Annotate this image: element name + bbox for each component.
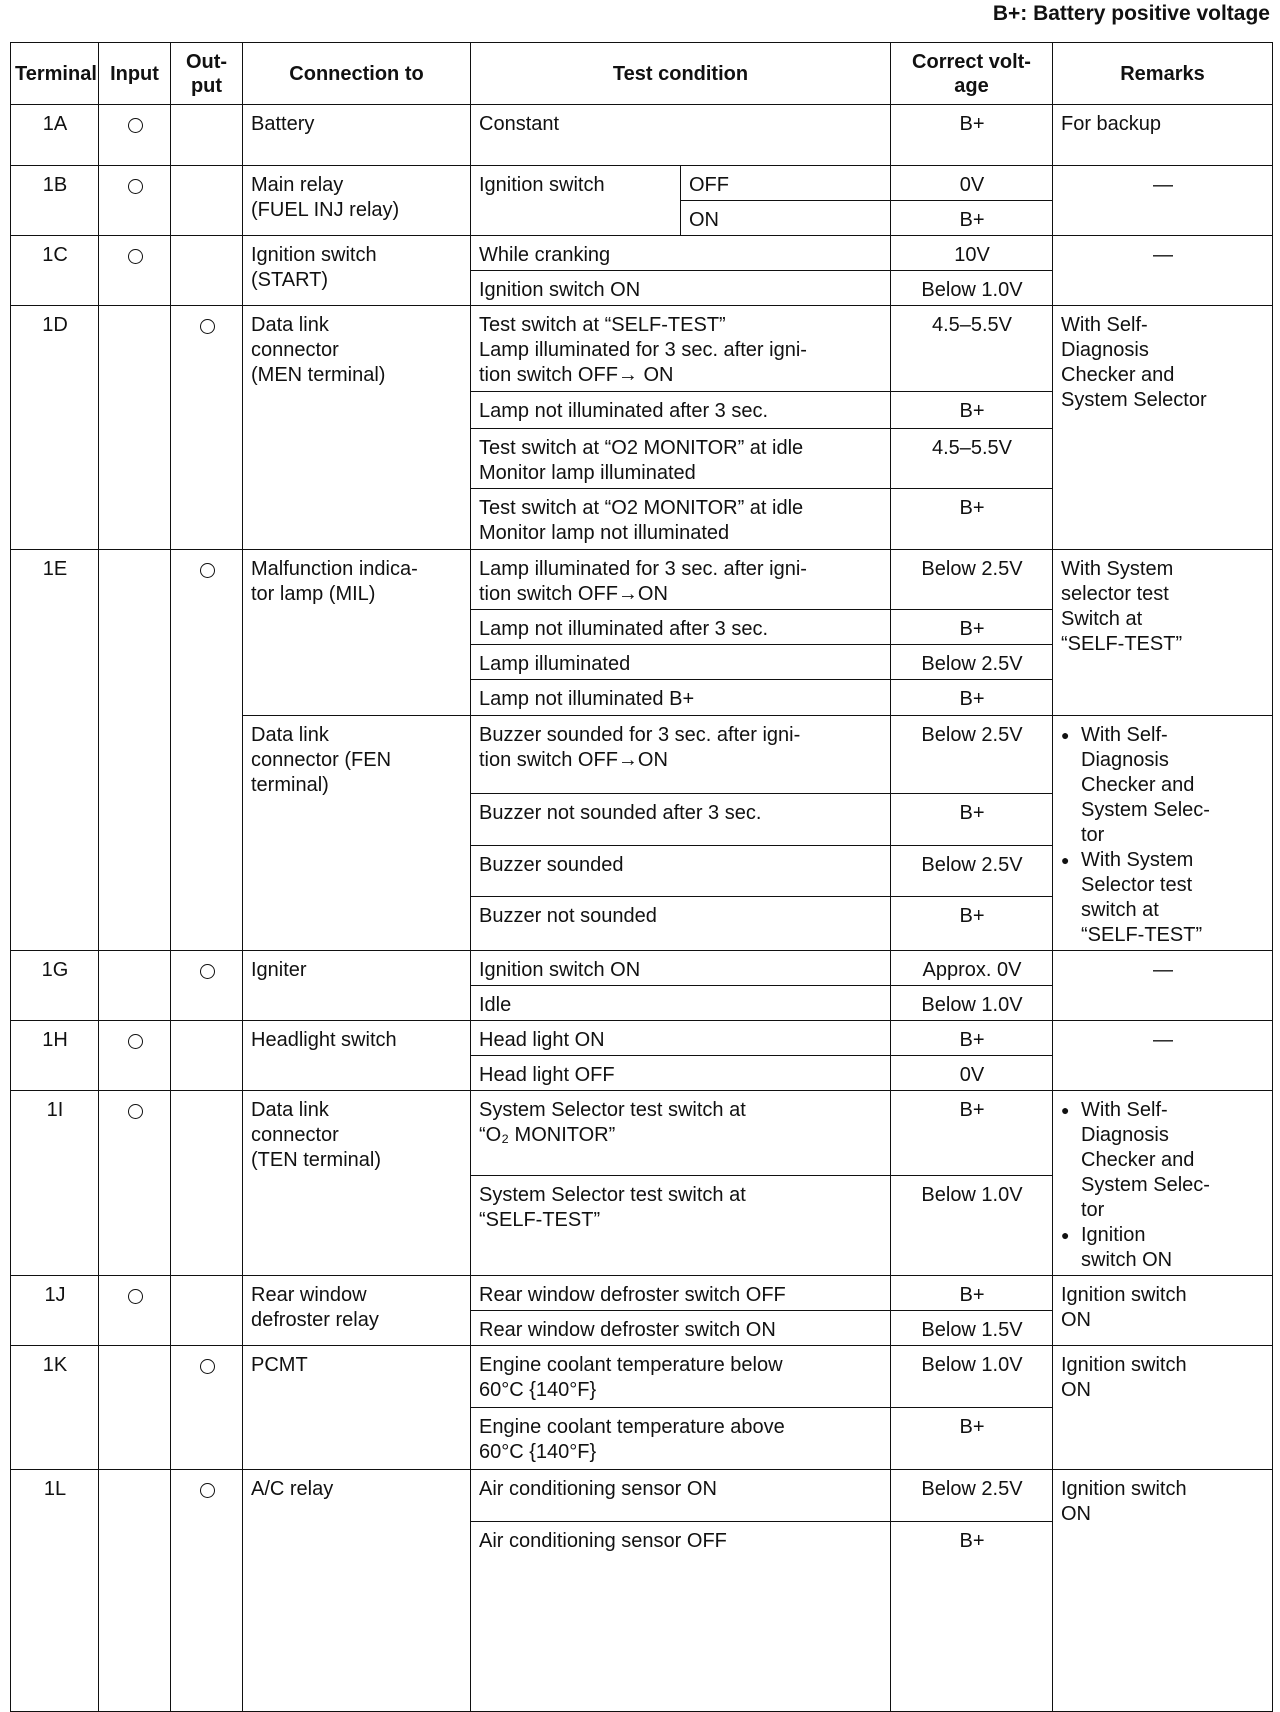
voltage-cell: B+ xyxy=(891,392,1053,429)
test-condition-cell: Rear window defroster switch ON xyxy=(471,1311,891,1346)
input-cell xyxy=(99,1346,171,1470)
voltage-cell: B+ xyxy=(891,1021,1053,1056)
remarks-cell: Ignition switch ON xyxy=(1053,1346,1273,1470)
connection-cell: Igniter xyxy=(243,951,471,1021)
connection-cell: Data link connector (TEN terminal) xyxy=(243,1091,471,1276)
table-row-1d xyxy=(11,306,1273,392)
terminal-cell: 1E xyxy=(11,550,99,951)
voltage-cell: B+ xyxy=(891,1276,1053,1311)
output-cell xyxy=(171,1091,243,1276)
table-row-1l xyxy=(11,1470,1273,1522)
table-row-1b xyxy=(11,166,1273,201)
input-cell xyxy=(99,550,171,951)
voltage-cell: Below 1.0V xyxy=(891,271,1053,306)
voltage-cell: B+ xyxy=(891,610,1053,645)
remark-bullet: ● Ignition switch ON xyxy=(1081,1223,1265,1273)
terminal-cell: 1D xyxy=(11,306,99,550)
terminal-cell: 1I xyxy=(11,1091,99,1276)
test-state-cell: ON xyxy=(681,201,891,236)
output-cell xyxy=(171,1276,243,1346)
voltage-cell: 0V xyxy=(891,1056,1053,1091)
test-condition-cell: Air conditioning sensor OFF xyxy=(471,1522,891,1712)
output-cell xyxy=(171,1470,243,1712)
test-condition-cell: Air conditioning sensor ON xyxy=(471,1470,891,1522)
test-condition-cell: Test switch at “O2 MONITOR” at idle Monitor lamp not illuminated xyxy=(471,489,891,550)
test-condition-cell: Engine coolant temperature below 60°C {140°F} xyxy=(471,1346,891,1408)
voltage-cell: B+ xyxy=(891,1091,1053,1176)
connection-cell: Data link connector (MEN terminal) xyxy=(243,306,471,550)
circle-mark-icon xyxy=(128,1289,143,1304)
voltage-cell: Below 2.5V xyxy=(891,845,1053,897)
voltage-cell: 10V xyxy=(891,236,1053,271)
test-condition-cell: Lamp not illuminated after 3 sec. xyxy=(471,610,891,645)
header-connection: Connection to xyxy=(243,43,471,105)
voltage-cell: Below 1.0V xyxy=(891,1175,1053,1275)
test-condition-cell: Lamp illuminated xyxy=(471,645,891,680)
voltage-cell: Below 1.0V xyxy=(891,986,1053,1021)
header-test-condition: Test condition xyxy=(471,43,891,105)
input-cell xyxy=(99,105,171,166)
table-row-1g xyxy=(11,951,1273,986)
test-condition-cell: Buzzer sounded for 3 sec. after igni- tion switch OFF→ON xyxy=(471,716,891,794)
output-cell xyxy=(171,166,243,236)
voltage-cell: Approx. 0V xyxy=(891,951,1053,986)
connection-cell: Battery xyxy=(243,105,471,166)
header-row xyxy=(11,43,1273,105)
test-state-cell: OFF xyxy=(681,166,891,201)
circle-mark-icon xyxy=(128,1104,143,1119)
circle-mark-icon xyxy=(128,118,143,133)
remarks-cell: Ignition switch ON xyxy=(1053,1470,1273,1712)
voltage-cell: B+ xyxy=(891,794,1053,846)
voltage-cell: B+ xyxy=(891,201,1053,236)
output-cell xyxy=(171,951,243,1021)
input-cell xyxy=(99,1091,171,1276)
test-condition-cell: Test switch at “SELF-TEST” Lamp illuminated for 3 sec. after igni- tion switch OFF→ ON xyxy=(471,306,891,392)
voltage-cell: 4.5–5.5V xyxy=(891,429,1053,489)
terminal-cell: 1C xyxy=(11,236,99,306)
remarks-cell: — xyxy=(1053,1021,1273,1091)
test-condition-cell: Head light OFF xyxy=(471,1056,891,1091)
terminal-cell: 1A xyxy=(11,105,99,166)
voltage-cell: B+ xyxy=(891,1408,1053,1470)
terminal-cell: 1G xyxy=(11,951,99,1021)
input-cell xyxy=(99,1470,171,1712)
test-condition-cell: System Selector test switch at “O₂ MONITOR” xyxy=(471,1091,891,1176)
connection-cell: PCMT xyxy=(243,1346,471,1470)
header-correct-voltage: Correct volt- age xyxy=(891,43,1053,105)
input-cell xyxy=(99,1276,171,1346)
output-cell xyxy=(171,236,243,306)
header-terminal: Terminal xyxy=(11,43,99,105)
connection-cell: Ignition switch (START) xyxy=(243,236,471,306)
remark-bullet: ● With Self- Diagnosis Checker and System Selec- tor xyxy=(1081,723,1265,848)
header-output: Out- put xyxy=(171,43,243,105)
voltage-cell: 0V xyxy=(891,166,1053,201)
input-cell xyxy=(99,236,171,306)
voltage-cell: Below 2.5V xyxy=(891,716,1053,794)
input-cell xyxy=(99,306,171,550)
test-condition-cell: Buzzer not sounded after 3 sec. xyxy=(471,794,891,846)
header-remarks: Remarks xyxy=(1053,43,1273,105)
voltage-cell: B+ xyxy=(891,1522,1053,1712)
remarks-cell: — xyxy=(1053,951,1273,1021)
test-condition-cell: Buzzer sounded xyxy=(471,845,891,897)
voltage-cell: B+ xyxy=(891,680,1053,716)
voltage-cell: Below 2.5V xyxy=(891,1470,1053,1522)
voltage-cell: B+ xyxy=(891,897,1053,951)
test-condition-cell: Ignition switch ON xyxy=(471,271,891,306)
table-row-1a xyxy=(11,105,1273,166)
remarks-cell xyxy=(1053,166,1273,236)
voltage-cell: B+ xyxy=(891,105,1053,166)
test-condition-cell: Head light ON xyxy=(471,1021,891,1056)
connection-cell: Rear window defroster relay xyxy=(243,1276,471,1346)
voltage-cell: B+ xyxy=(891,489,1053,550)
voltage-cell: Below 1.0V xyxy=(891,1346,1053,1408)
remarks-cell: Ignition switch ON xyxy=(1053,1276,1273,1346)
test-condition-cell: Test switch at “O2 MONITOR” at idle Monitor lamp illuminated xyxy=(471,429,891,489)
circle-mark-icon xyxy=(128,179,143,194)
circle-mark-icon xyxy=(128,1034,143,1049)
circle-mark-icon xyxy=(200,563,215,578)
output-cell xyxy=(171,306,243,550)
remarks-cell: For backup xyxy=(1053,105,1273,166)
voltage-cell: Below 1.5V xyxy=(891,1311,1053,1346)
terminal-cell: 1H xyxy=(11,1021,99,1091)
connection-cell: Data link connector (FEN terminal) xyxy=(243,716,471,951)
test-condition-cell: System Selector test switch at “SELF-TEST” xyxy=(471,1175,891,1275)
test-condition-cell: Lamp illuminated for 3 sec. after igni- tion switch OFF→ON xyxy=(471,550,891,610)
table-row-1k xyxy=(11,1346,1273,1408)
remarks-cell: With System selector test Switch at “SELF-TEST” xyxy=(1053,550,1273,716)
input-cell xyxy=(99,166,171,236)
connection-cell: Malfunction indica- tor lamp (MIL) xyxy=(243,550,471,716)
table-row-1h xyxy=(11,1021,1273,1056)
output-cell xyxy=(171,1346,243,1470)
output-cell xyxy=(171,105,243,166)
test-condition-cell: Idle xyxy=(471,986,891,1021)
output-cell xyxy=(171,1021,243,1091)
voltage-cell: 4.5–5.5V xyxy=(891,306,1053,392)
circle-mark-icon xyxy=(200,319,215,334)
test-condition-cell: Ignition switch xyxy=(471,166,681,236)
test-condition-cell: While cranking xyxy=(471,236,891,271)
test-condition-cell: Buzzer not sounded xyxy=(471,897,891,951)
remarks-cell: — xyxy=(1053,236,1273,306)
voltage-cell: Below 2.5V xyxy=(891,645,1053,680)
connection-cell: A/C relay xyxy=(243,1470,471,1712)
remarks-cell: With Self- Diagnosis Checker and System Selector xyxy=(1053,306,1273,550)
terminal-cell: 1K xyxy=(11,1346,99,1470)
remarks-cell xyxy=(1053,716,1273,951)
table-row-1i xyxy=(11,1091,1273,1176)
remarks-cell xyxy=(1053,1091,1273,1276)
terminal-cell: 1B xyxy=(11,166,99,236)
input-cell xyxy=(99,951,171,1021)
output-cell xyxy=(171,550,243,951)
test-condition-cell: Rear window defroster switch OFF xyxy=(471,1276,891,1311)
test-condition-cell: Lamp not illuminated B+ xyxy=(471,680,891,716)
dash-mark: — xyxy=(1153,174,1173,196)
test-condition-cell: Lamp not illuminated after 3 sec. xyxy=(471,392,891,429)
remark-bullet: ● With System Selector test switch at “SELF-TEST” xyxy=(1081,848,1265,948)
test-condition-cell: Ignition switch ON xyxy=(471,951,891,986)
legend-note: B+: Battery positive voltage xyxy=(992,2,1270,25)
header-input: Input xyxy=(99,43,171,105)
connection-cell: Main relay (FUEL INJ relay) xyxy=(243,166,471,236)
test-condition-cell: Engine coolant temperature above 60°C {140°F} xyxy=(471,1408,891,1470)
circle-mark-icon xyxy=(200,1483,215,1498)
table-row-1e xyxy=(11,550,1273,610)
circle-mark-icon xyxy=(200,964,215,979)
circle-mark-icon xyxy=(200,1359,215,1374)
remark-bullet: ● With Self- Diagnosis Checker and System Selec- tor xyxy=(1081,1098,1265,1223)
table-row-1c xyxy=(11,236,1273,271)
circle-mark-icon xyxy=(128,249,143,264)
voltage-cell: Below 2.5V xyxy=(891,550,1053,610)
connection-cell: Headlight switch xyxy=(243,1021,471,1091)
terminal-cell: 1L xyxy=(11,1470,99,1712)
table-row-1j xyxy=(11,1276,1273,1311)
input-cell xyxy=(99,1021,171,1091)
terminal-cell: 1J xyxy=(11,1276,99,1346)
test-condition-cell: Constant xyxy=(471,105,891,166)
terminal-voltage-table xyxy=(10,42,1273,1712)
